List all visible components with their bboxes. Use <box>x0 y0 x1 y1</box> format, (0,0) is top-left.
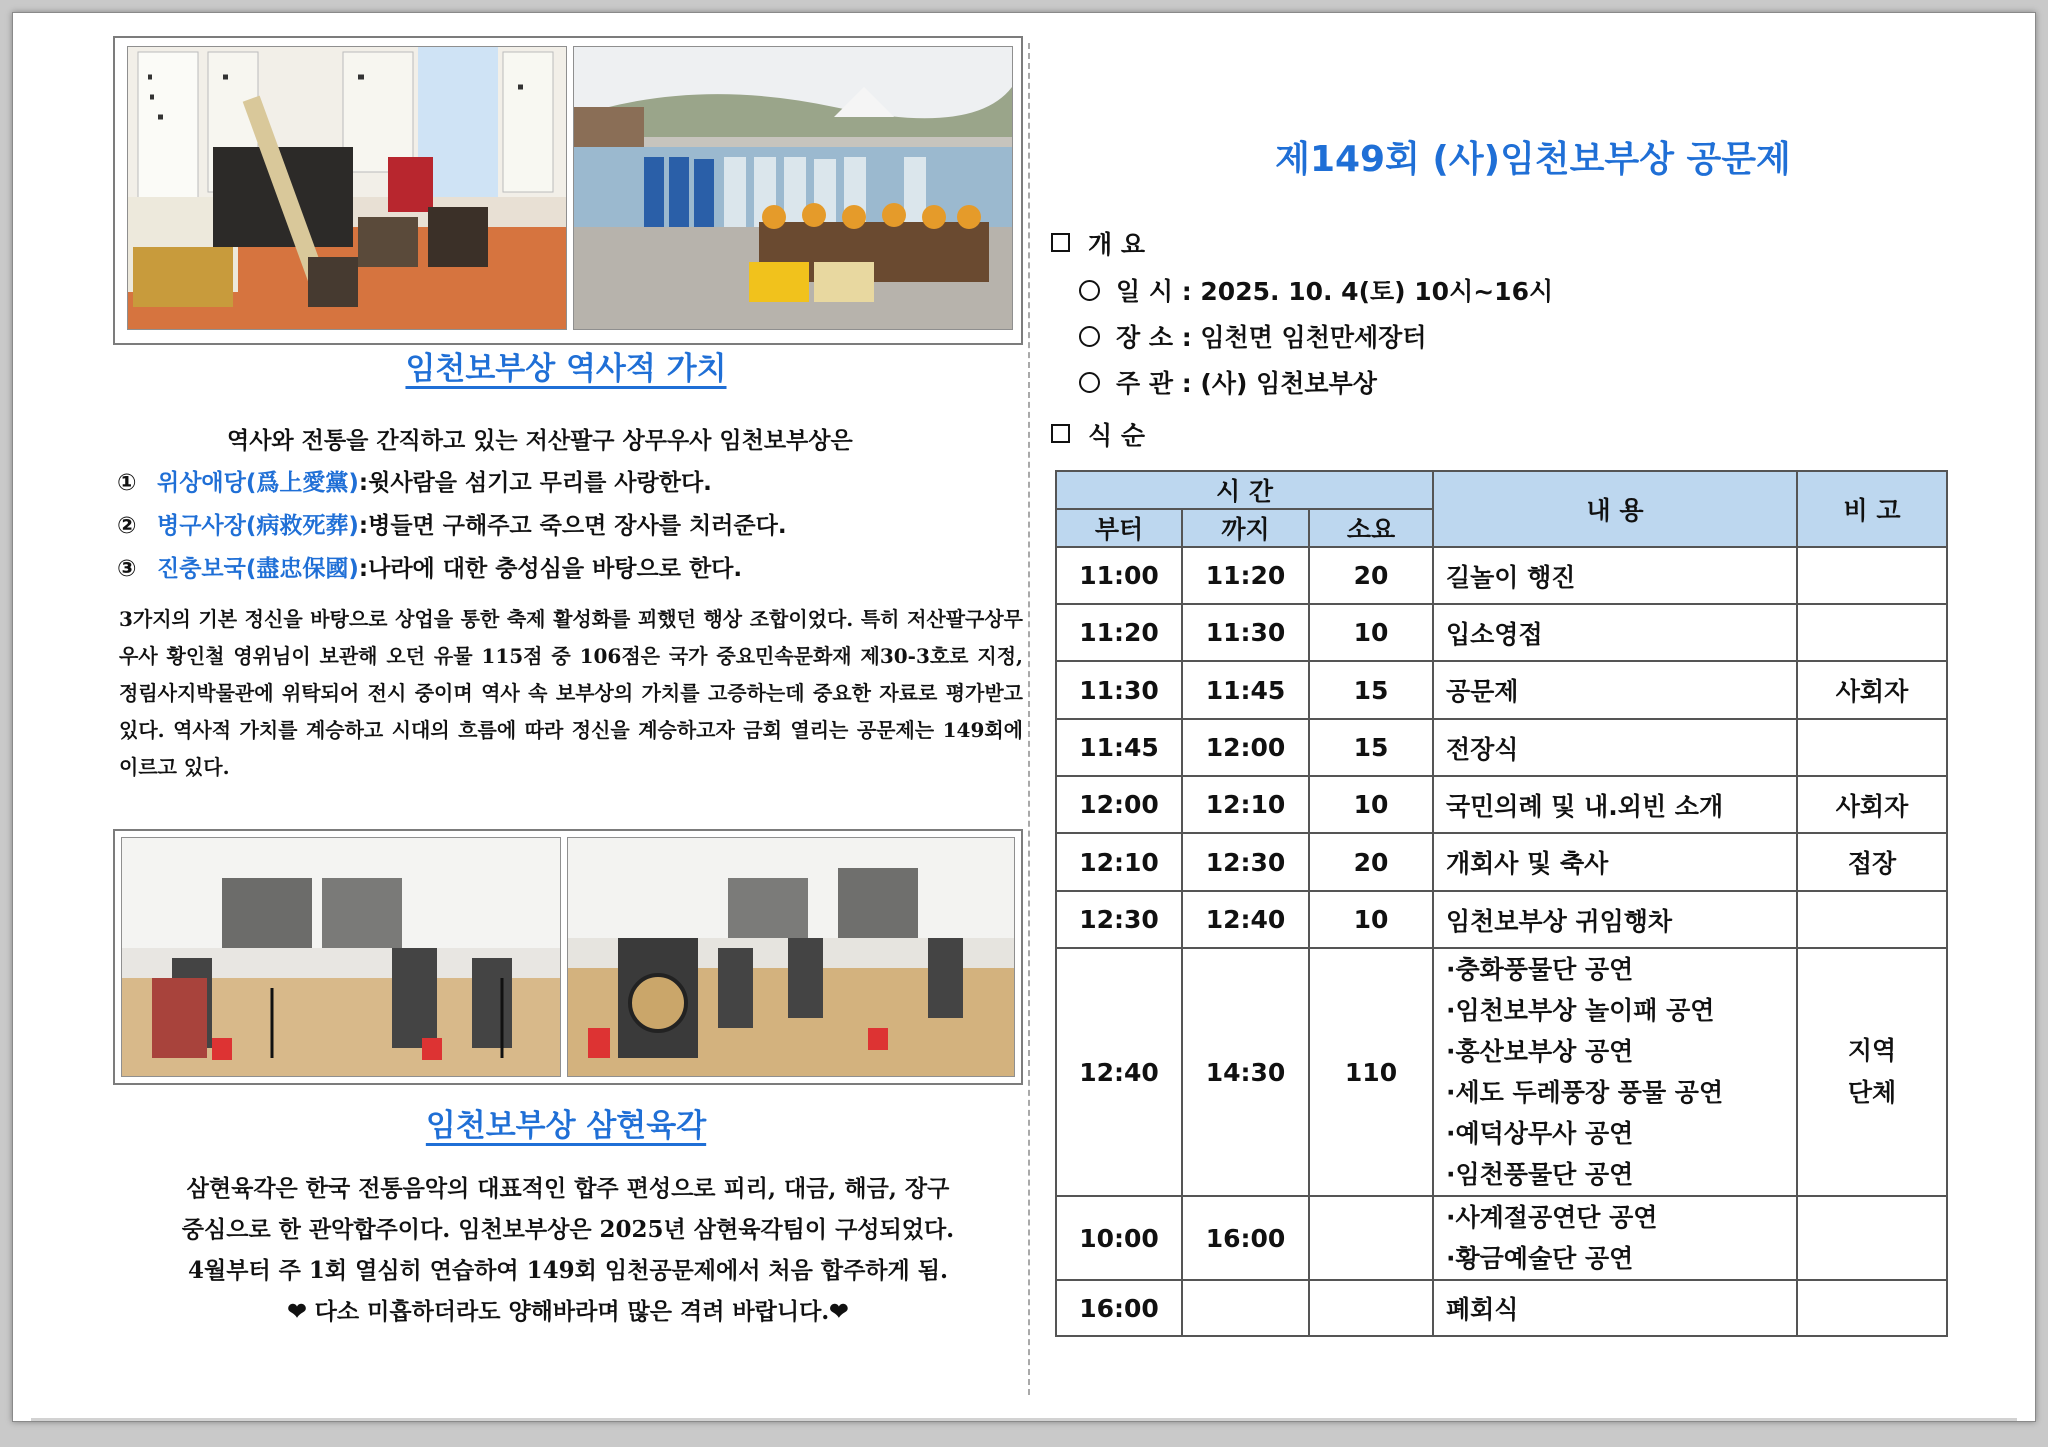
checkbox-square-icon <box>1051 424 1070 443</box>
top-photo-frame <box>113 36 1023 345</box>
performance-item: ·임천보부상 놀이패 공연 <box>1446 996 1715 1025</box>
principle-desc: :병들면 구해주고 죽으면 장사를 치러준다. <box>358 513 787 539</box>
ensemble-line: 4월부터 주 1회 열심히 연습하여 149회 임천공문제에서 처음 합주하게 됨. <box>188 1257 948 1284</box>
ensemble-paragraph <box>123 1168 1013 1332</box>
history-paragraph: 3가지의 기본 정신을 바탕으로 상업을 통한 축제 활성화를 꾀했던 행상 조합이었다. 특히 저산팔구상무우사 황인철 영위님이 보관해 오던 유물 115점 중 106점은 국가 중요민속문화재 제30-3호로 지정, 정림사지박물관에 위탁되어 전시 중이며 역사 속 보부상의 가치를 고증하는데 중요한 자료로 평가받고 있다. 역사적 가치를 계승하고 시대의 흐름에 따라 정신을 계승하고자 금회 열리는 공문제는 149회에 이르고 있다. <box>119 607 1023 779</box>
performance-item: ·홍산보부상 공연 <box>1446 1037 1634 1066</box>
program-table <box>1055 470 1948 1337</box>
table-row: 11:20 11:30 10 입소영접 <box>1056 604 1947 661</box>
performance-item: ·황금예술단 공연 <box>1446 1244 1634 1273</box>
rehearsal-photo-1 <box>121 837 561 1077</box>
principle-number: ③ <box>117 556 137 582</box>
overview-item: 일 시 : 2025. 10. 4(토) 10시~16시 <box>1079 272 1553 308</box>
header-to: 까지 <box>1182 509 1309 547</box>
header-from: 부터 <box>1056 509 1182 547</box>
performance-item: ·세도 두레풍장 풍물 공연 <box>1446 1078 1724 1107</box>
note-line: 단체 <box>1847 1078 1897 1107</box>
circle-bullet-icon <box>1079 280 1100 301</box>
table-row: 12:40 14:30 110 ·충화풍물단 공연 ·임천보부상 놀이패 공연 ·홍산보부상 공연 ·세도 두레풍장 풍물 공연 ·예덕상무사 공연 ·임천풍물단 공연 지역 단체 <box>1056 948 1947 1196</box>
performance-item: ·사계절공연단 공연 <box>1446 1203 1658 1232</box>
header-note: 비 고 <box>1797 471 1947 547</box>
principle-number: ① <box>117 470 137 496</box>
table-row: 11:45 12:00 15 전장식 <box>1056 719 1947 776</box>
principle-desc: :윗사람을 섬기고 무리를 사랑한다. <box>358 470 712 496</box>
bottom-photo-frame <box>113 829 1023 1085</box>
table-row: 12:00 12:10 10 국민의례 및 내.외빈 소개 사회자 <box>1056 776 1947 833</box>
performance-item: ·임천풍물단 공연 <box>1446 1160 1634 1189</box>
performance-item: ·충화풍물단 공연 <box>1446 955 1634 984</box>
header-time: 시 간 <box>1056 471 1433 509</box>
column-divider <box>1028 43 1030 1395</box>
ceremony-photo <box>573 46 1013 330</box>
table-row: 12:30 12:40 10 임천보부상 귀임행차 <box>1056 891 1947 948</box>
overview-heading: 개 요 <box>1051 225 1145 261</box>
circle-bullet-icon <box>1079 326 1100 347</box>
principle-name: 진충보국(盡忠保國) <box>157 556 359 582</box>
overview-item: 장 소 : 임천면 임천만세장터 <box>1079 318 1426 354</box>
table-row: 10:00 16:00 ·사계절공연단 공연 ·황금예술단 공연 <box>1056 1196 1947 1280</box>
principle-item <box>117 550 742 583</box>
principle-name: 병구사장(病救死葬) <box>157 513 359 539</box>
checkbox-square-icon <box>1051 233 1070 252</box>
principle-item <box>117 507 787 540</box>
principle-desc: :나라에 대한 충성심을 바탕으로 한다. <box>358 556 743 582</box>
table-row: 12:10 12:30 20 개회사 및 축사 접장 <box>1056 833 1947 891</box>
rehearsal-photo-2 <box>567 837 1015 1077</box>
section-title-history: 임천보부상 역사적 가치 <box>405 351 727 387</box>
overview-item: 주 관 : (사) 임천보부상 <box>1079 364 1377 400</box>
header-content: 내 용 <box>1433 471 1797 547</box>
table-row: 16:00 폐회식 <box>1056 1280 1947 1336</box>
page-bottom-rule <box>31 1418 2017 1421</box>
ensemble-line: 삼현육각은 한국 전통음악의 대표적인 합주 편성으로 피리, 대금, 해금, 장구 <box>186 1175 950 1202</box>
table-row: 11:30 11:45 15 공문제 사회자 <box>1056 661 1947 719</box>
program-heading: 식 순 <box>1051 416 1145 452</box>
section-title-ensemble: 임천보부상 삼현육각 <box>425 1108 707 1144</box>
principle-number: ② <box>117 513 137 539</box>
principle-name: 위상애당(爲上愛黨) <box>157 470 359 496</box>
event-title: 제149회 (사)임천보부상 공문제 <box>1275 139 1791 180</box>
performance-item: ·예덕상무사 공연 <box>1446 1119 1634 1148</box>
ensemble-line: 중심으로 한 관악합주이다. 임천보부상은 2025년 삼현육각팀이 구성되었다. <box>181 1216 955 1243</box>
intro-text: 역사와 전통을 간직하고 있는 저산팔구 상무우사 임천보부상은 <box>227 428 853 454</box>
document-page <box>12 12 2036 1422</box>
header-duration: 소요 <box>1309 509 1433 547</box>
table-row: 11:00 11:20 20 길놀이 행진 <box>1056 547 1947 604</box>
principle-item <box>117 464 712 497</box>
note-line: 지역 <box>1847 1036 1897 1065</box>
artifacts-photo <box>127 46 567 330</box>
circle-bullet-icon <box>1079 372 1100 393</box>
ensemble-line: ❤ 다소 미흡하더라도 양해바라며 많은 격려 바랍니다.❤ <box>287 1298 849 1325</box>
